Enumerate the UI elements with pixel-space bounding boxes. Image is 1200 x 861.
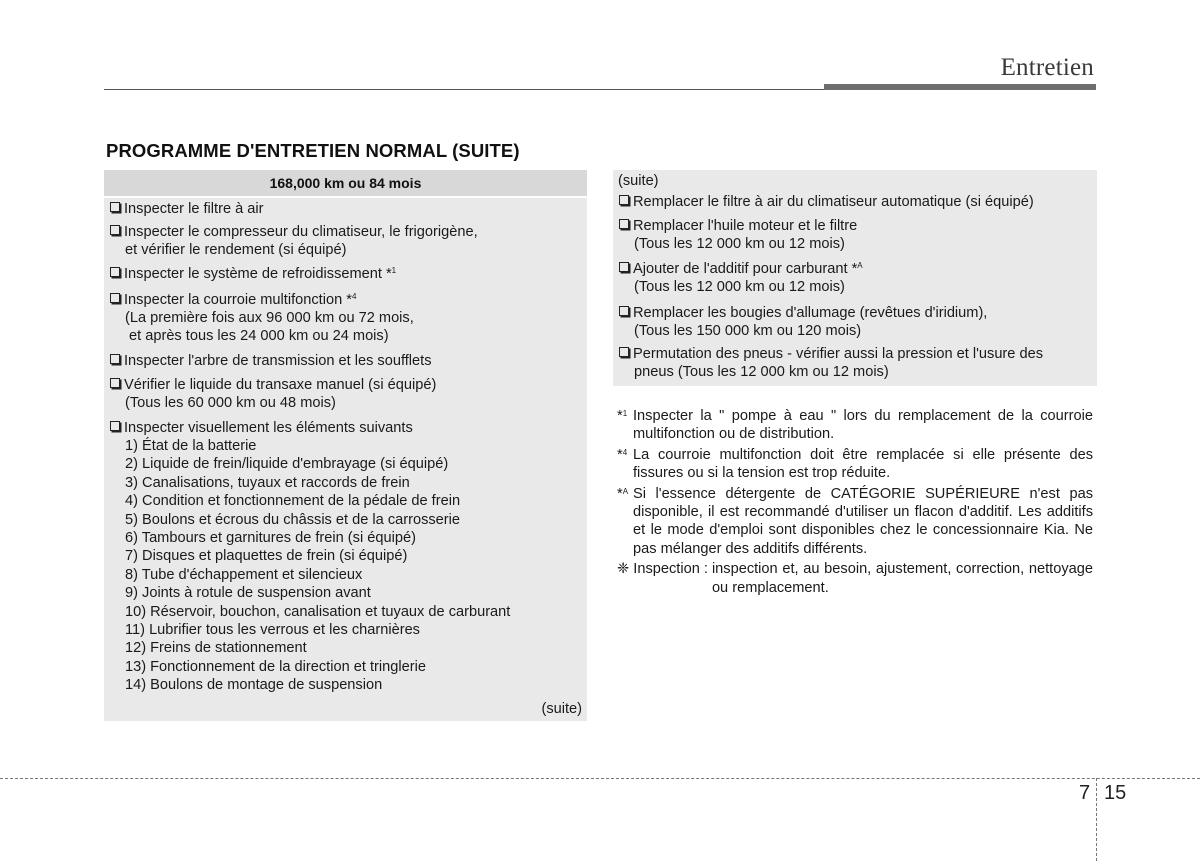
list-item: Inspecter l'arbre de transmission et les soufflets [110, 352, 432, 370]
sub-list-item: 11) Lubrifier tous les verrous et les charnières [125, 622, 420, 639]
sub-list-item: 14) Boulons de montage de suspension [125, 677, 383, 694]
list-item: Remplacer les bougies d'allumage (revêtues d'iridium), [619, 304, 987, 322]
inspection-label: ❈ Inspection : [617, 561, 708, 578]
header-rule [104, 89, 824, 90]
footnote: *$^4$ La courroie multifonction doit être remplacée si elle présente des fissures ou si la tension est trop réduite. [617, 446, 1093, 482]
sub-list-item: 4) Condition et fonctionnement de la pédale de frein [125, 493, 461, 510]
checkbox-icon [110, 225, 120, 235]
list-item: Inspecter la courroie multifonction *$^4$ [110, 291, 356, 309]
header-rule-accent [824, 84, 1096, 90]
footnote: *$^1$ Inspecter la " pompe à eau " lors du remplacement de la courroie multifonction ou de distribution. [617, 408, 1093, 443]
footnote-marker: *$^A$ [617, 485, 629, 502]
footer-rule [0, 778, 1200, 779]
chapter-number: 7 [1079, 782, 1091, 804]
list-item-continuation: (Tous les 12 000 km ou 12 mois) [634, 236, 845, 252]
checkbox-icon [619, 219, 629, 229]
list-item-continuation: et vérifier le rendement (si équipé) [125, 242, 347, 258]
inspection-sub-list [125, 437, 510, 695]
inspection-definition [617, 560, 1093, 597]
sub-list-item: 3) Canalisations, tuyaux et raccords de frein [125, 474, 410, 491]
checkbox-icon [110, 378, 120, 388]
sub-list-item: 1) État de la batterie [125, 438, 257, 454]
checkbox-icon [619, 262, 629, 272]
checkbox-icon [619, 195, 629, 205]
footnote: *$^A$ Si l'essence détergente de CATÉGORIE SUPÉRIEURE n'est pas disponible, il est recommandé d'utiliser un flacon d'additif. Les additifs et le mode d'emploi sont disponibles chez le concessionnaire Kia. Ne pas mélanger des additifs différents. [617, 485, 1093, 557]
footnote-marker: *$^1$ [617, 408, 628, 424]
sub-list-item: 7) Disques et plaquettes de frein (si équipé) [125, 548, 408, 565]
list-item: Permutation des pneus - vérifier aussi la pression et l'usure des [619, 345, 1043, 363]
list-item: Inspecter visuellement les éléments suivants [110, 419, 413, 437]
sub-list-item: 9) Joints à rotule de suspension avant [125, 585, 371, 602]
checkbox-icon [110, 354, 120, 364]
sub-list-item: 2) Liquide de frein/liquide d'embrayage (si équipé) [125, 456, 449, 473]
list-item: Ajouter de l'additif pour carburant *$^A$ [619, 260, 863, 278]
list-item: Inspecter le système de refroidissement *$^1$ [110, 265, 396, 283]
list-item-continuation: et après tous les 24 000 km ou 24 mois) [129, 328, 389, 344]
continued-label: (suite) [541, 701, 582, 717]
list-item: Remplacer l'huile moteur et le filtre [619, 217, 857, 235]
list-item: Vérifier le liquide du transaxe manuel (si équipé) [110, 376, 436, 394]
sub-list-item: 8) Tube d'échappement et silencieux [125, 566, 363, 583]
section-title: PROGRAMME D'ENTRETIEN NORMAL (SUITE) [106, 140, 520, 161]
sub-list-item: 10) Réservoir, bouchon, canalisation et tuyaux de carburant [125, 603, 511, 620]
footnotes [617, 407, 1093, 597]
maintenance-schedule-right-panel [613, 170, 1097, 386]
checkbox-icon [110, 202, 120, 212]
list-item-continuation: (Tous les 150 000 km ou 120 mois) [634, 323, 862, 339]
reference-mark-icon: ❈ [617, 561, 630, 578]
sub-list-item: 13) Fonctionnement de la direction et tringlerie [125, 658, 426, 675]
list-item: Inspecter le filtre à air [110, 200, 264, 218]
list-item: Remplacer le filtre à air du climatiseur automatique (si équipé) [619, 193, 1034, 211]
sub-list-item: 5) Boulons et écrous du châssis et de la carrosserie [125, 511, 461, 528]
list-item-continuation: (Tous les 12 000 km ou 12 mois) [634, 279, 845, 295]
list-item-continuation: pneus (Tous les 12 000 km ou 12 mois) [634, 364, 889, 380]
checkbox-icon [110, 267, 120, 277]
sub-list-item: 6) Tambours et garnitures de frein (si équipé) [125, 530, 416, 547]
list-item-continuation: (La première fois aux 96 000 km ou 72 mois, [125, 310, 414, 326]
checkbox-icon [619, 306, 629, 316]
schedule-interval-heading: 168,000 km ou 84 mois [104, 170, 587, 198]
footnote-marker: *$^4$ [617, 446, 628, 463]
checkbox-icon [110, 293, 120, 303]
checkbox-icon [110, 421, 120, 431]
continued-label: (suite) [618, 173, 659, 189]
maintenance-schedule-left-panel [104, 170, 587, 721]
page-number-divider [1096, 778, 1097, 861]
page-number: 15 [1104, 782, 1127, 804]
sub-list-item: 12) Freins de stationnement [125, 640, 307, 657]
list-item: Inspecter le compresseur du climatiseur, le frigorigène, [110, 223, 478, 241]
chapter-title: Entretien [1000, 54, 1094, 81]
inspection-text: inspection et, au besoin, ajustement, correction, nettoyage ou remplacement. [711, 561, 1093, 596]
checkbox-icon [619, 347, 629, 357]
list-item-continuation: (Tous les 60 000 km ou 48 mois) [125, 395, 336, 411]
